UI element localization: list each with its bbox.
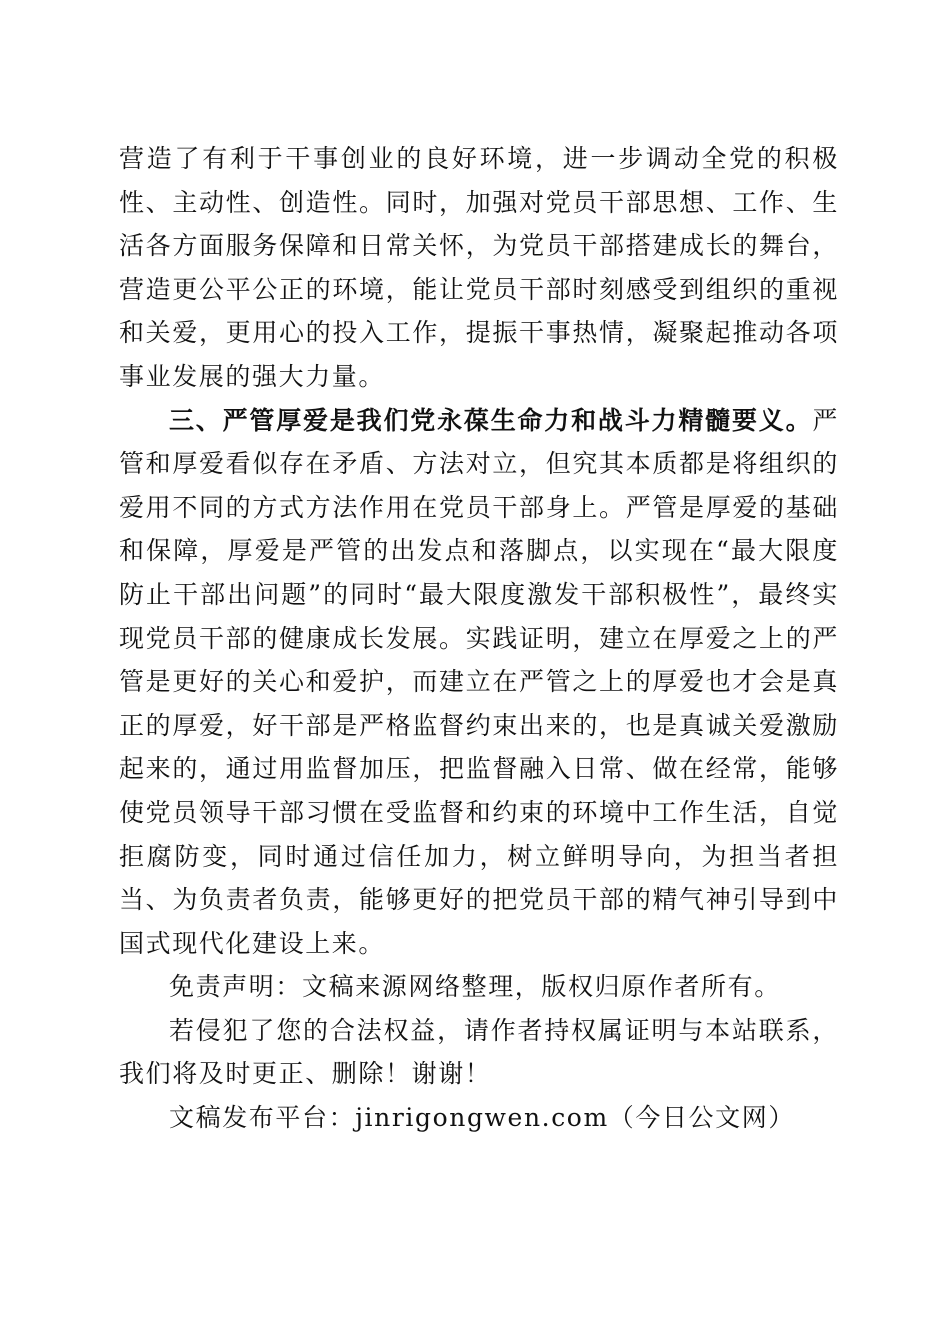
document-body	[119, 137, 839, 1140]
disclaimer-text: 免责声明：文稿来源网络整理，版权归原作者所有。	[169, 972, 781, 1002]
section-heading: 三、严管厚爱是我们党永葆生命力和战斗力精髓要义。	[169, 405, 813, 435]
paragraph-environment: 营造了有利于干事创业的良好环境，进一步调动全党的积极性、主动性、创造性。同时，加强对党员干部思想、工作、生活各方面服务保障和日常关怀，为党员干部搭建成长的舞台，营造更公平公正的环境，能让党员干部时刻感受到组织的重视和关爱，更用心的投入工作，提振干事热情，凝聚起推动各项事业发展的强大力量。	[119, 144, 839, 391]
platform-credit: 文稿发布平台：jinrigongwen.com（今日公文网）	[169, 1103, 795, 1133]
copyright-notice: 若侵犯了您的合法权益，请作者持权属证明与本站联系，我们将及时更正、删除！谢谢！	[119, 1015, 839, 1089]
paragraph-strict-management	[119, 399, 839, 966]
paragraph-body: 严管和厚爱看似存在矛盾、方法对立，但究其本质都是将组织的爱用不同的方式方法作用在党员干部身上。严管是厚爱的基础和保障，厚爱是严管的出发点和落脚点，以实现在“最大限度防止干部出问题”的同时“最大限度激发干部积极性”，最终实现党员干部的健康成长发展。实践证明，建立在厚爱之上的严管是更好的关心和爱护，而建立在严管之上的厚爱也才会是真正的厚爱，好干部是严格监督约束出来的，也是真诚关爱激励起来的，通过用监督加压，把监督融入日常、做在经常，能够使党员领导干部习惯在受监督和约束的环境中工作生活，自觉拒腐防变，同时通过信任加力，树立鲜明导向，为担当者担当、为负责者负责，能够更好的把党员干部的精气神引导到中国式现代化建设上来。	[119, 405, 839, 958]
